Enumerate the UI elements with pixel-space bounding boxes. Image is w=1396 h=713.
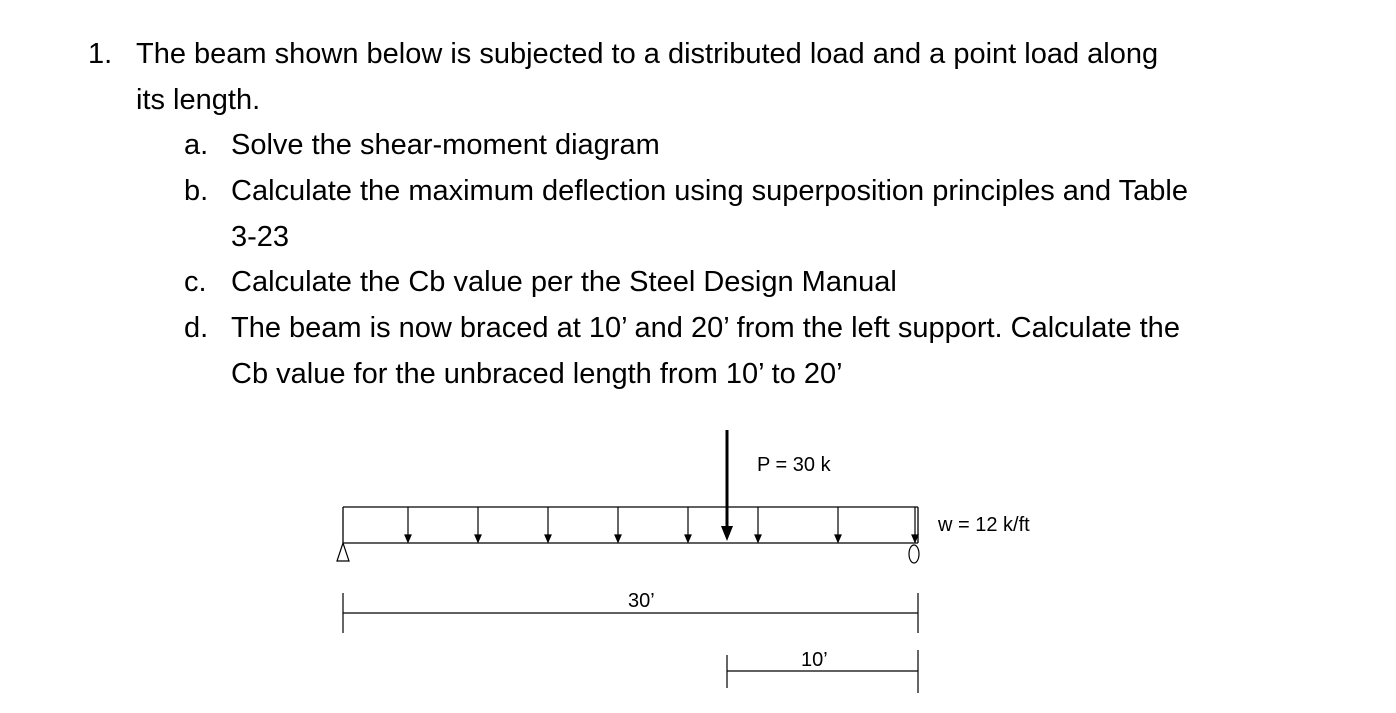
problem-number: 1. (88, 38, 113, 70)
item-a-text: Solve the shear-moment diagram (231, 129, 660, 161)
item-b-text-line-1: Calculate the maximum deflection using superposition principles and Table (231, 175, 1188, 207)
roller-support-icon (909, 545, 919, 563)
item-d-text-line-1: The beam is now braced at 10’ and 20’ from the left support. Calculate the (231, 312, 1180, 344)
item-c-text: Calculate the Cb value per the Steel Design Manual (231, 266, 897, 298)
point-load-label: P = 30 k (757, 454, 831, 476)
item-d-text-line-2: Cb value for the unbraced length from 10’ to 20’ (231, 358, 843, 390)
item-a-label: a. (184, 129, 209, 161)
item-c-label: c. (184, 266, 207, 298)
item-b-label: b. (184, 175, 209, 207)
point-load-offset-label: 10’ (801, 649, 828, 671)
problem-intro-line-1: The beam shown below is subjected to a distributed load and a point load along (136, 38, 1159, 70)
distributed-load-label: w = 12 k/ft (938, 514, 1030, 536)
item-d-label: d. (184, 312, 209, 344)
problem-intro-line-2: its length. (136, 84, 261, 116)
item-b-text-line-2: 3-23 (231, 221, 290, 253)
pin-support-icon (337, 543, 349, 561)
span-label: 30’ (628, 590, 655, 612)
point-load-arrow (721, 430, 733, 541)
distributed-load-arrows (405, 507, 918, 542)
